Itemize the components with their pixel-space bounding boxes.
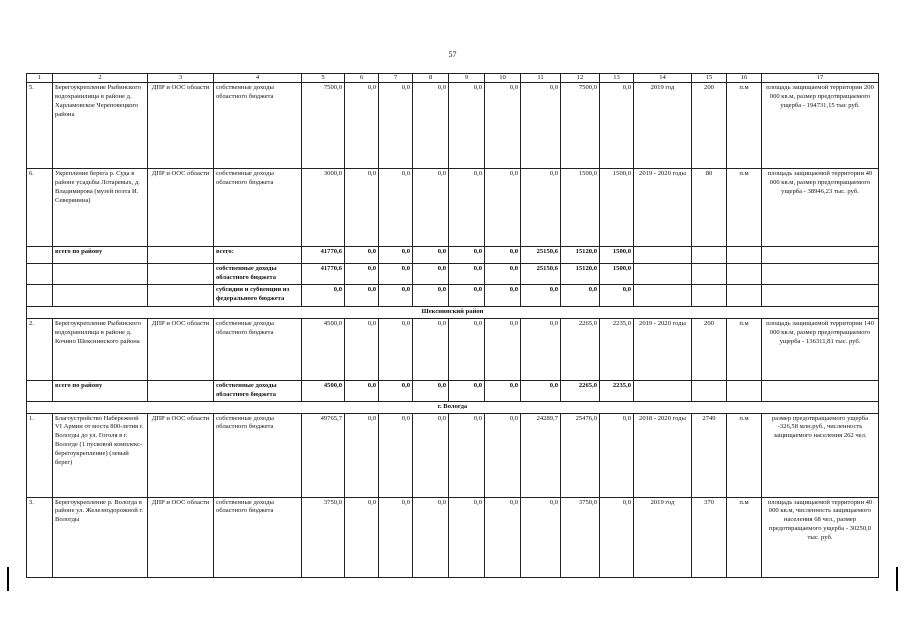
cell-col-10: 0,0 [485,497,521,577]
cell-col-9: 0,0 [449,380,485,401]
cell-col-1: 3. [27,497,53,577]
cell-col-3: ДПР и ООС области [148,497,214,577]
cell-col-3 [148,380,214,401]
cell-col-11: 25150,6 [521,247,561,264]
column-number-12: 12 [561,74,600,83]
column-number-row [27,74,879,83]
cell-col-15: 80 [692,169,727,247]
cell-col-16: п.м [727,497,762,577]
cell-col-10: 0,0 [485,247,521,264]
cell-col-5: 7500,0 [302,83,345,169]
cell-col-7: 0,0 [379,264,413,285]
cell-col-6: 0,0 [345,380,379,401]
cell-col-10: 0,0 [485,83,521,169]
cell-col-13: 1500,0 [600,264,634,285]
cell-col-1: 5. [27,83,53,169]
column-number-7: 7 [379,74,413,83]
cell-col-12: 25476,0 [561,413,600,497]
cell-col-14: 2019 - 2020 годы [634,169,692,247]
cell-col-16 [727,284,762,306]
column-number-1: 1 [27,74,53,83]
district-total-row [27,247,879,264]
cell-col-8: 0,0 [413,497,449,577]
cell-col-10: 0,0 [485,318,521,380]
cell-col-7: 0,0 [379,380,413,401]
cell-col-1: 1. [27,413,53,497]
cell-col-12: 7500,0 [561,83,600,169]
cell-col-16: п.м [727,169,762,247]
cell-col-7: 0,0 [379,497,413,577]
budget-table [26,73,879,578]
cell-col-8: 0,0 [413,318,449,380]
cell-col-15 [692,264,727,285]
cell-col-15 [692,380,727,401]
project-row [27,318,879,380]
cell-col-5: 0,0 [302,284,345,306]
cell-col-10: 0,0 [485,380,521,401]
cell-col-12: 3750,0 [561,497,600,577]
cell-col-8: 0,0 [413,169,449,247]
cell-col-12: 1500,0 [561,169,600,247]
cell-col-2: всего по району [53,380,148,401]
cell-col-4: собственные доходы областного бюджета [214,497,302,577]
cell-col-5: 4500,0 [302,380,345,401]
cell-col-7: 0,0 [379,247,413,264]
project-row [27,83,879,169]
cell-col-8: 0,0 [413,413,449,497]
cell-col-13: 0,0 [600,497,634,577]
cell-col-10: 0,0 [485,413,521,497]
cell-col-4: субсидии и субвенции из федерального бюджета [214,284,302,306]
cell-col-13: 1500,0 [600,169,634,247]
column-number-15: 15 [692,74,727,83]
column-number-2: 2 [53,74,148,83]
cell-col-14: 2018 - 2020 годы [634,413,692,497]
cell-col-1: 6. [27,169,53,247]
cell-col-5: 41770,6 [302,247,345,264]
cell-col-1 [27,284,53,306]
district-total-row [27,380,879,401]
cell-col-13: 2235,0 [600,380,634,401]
cell-col-16: п.м [727,413,762,497]
cell-col-12: 0,0 [561,284,600,306]
cell-col-12: 15120,0 [561,264,600,285]
cell-col-16 [727,247,762,264]
cell-col-4: собственные доходы областного бюджета [214,413,302,497]
cell-col-13: 2235,0 [600,318,634,380]
cell-col-2: Берегоукрепление Рыбинского водохранилища в районе д. Кочино Шекснинского района [53,318,148,380]
cell-col-2: Благоустройство Набережной VI Армии от моста 800-летия г. Вологды до ул. Гоголя в г. Вологде (1 пусковой комплекс-берегоукрепление) (левый берег) [53,413,148,497]
cell-col-1: 2. [27,318,53,380]
cell-col-6: 0,0 [345,284,379,306]
cell-col-9: 0,0 [449,83,485,169]
project-row [27,169,879,247]
cell-col-7: 0,0 [379,284,413,306]
cell-col-13: 1500,0 [600,247,634,264]
cell-col-9: 0,0 [449,264,485,285]
cell-col-6: 0,0 [345,497,379,577]
cell-col-14 [634,284,692,306]
cell-col-11: 0,0 [521,284,561,306]
cell-col-11: 0,0 [521,318,561,380]
cell-col-6: 0,0 [345,247,379,264]
cell-col-11: 0,0 [521,497,561,577]
cell-col-4: собственные доходы областного бюджета [214,380,302,401]
cell-col-10: 0,0 [485,284,521,306]
cell-col-2: всего по району [53,247,148,264]
column-number-11: 11 [521,74,561,83]
cell-col-7: 0,0 [379,83,413,169]
cell-col-17 [762,284,879,306]
cell-col-11: 0,0 [521,169,561,247]
cell-col-17: площадь защищаемой территории 140 000 кв.м, размер предотвращаемого ущерба - 136311,81 тыс. руб. [762,318,879,380]
cell-col-11: 0,0 [521,83,561,169]
cell-col-13: 0,0 [600,284,634,306]
cell-col-2 [53,264,148,285]
section-title: г. Вологда [27,401,879,413]
cell-col-6: 0,0 [345,83,379,169]
cell-col-12: 2265,0 [561,318,600,380]
cell-col-11: 0,0 [521,380,561,401]
cell-col-1 [27,380,53,401]
cell-col-3 [148,284,214,306]
column-number-4: 4 [214,74,302,83]
section-header-row [27,306,879,318]
column-number-6: 6 [345,74,379,83]
cell-col-16 [727,380,762,401]
cell-col-15: 200 [692,318,727,380]
cell-col-8: 0,0 [413,83,449,169]
cell-col-4: собственные доходы областного бюджета [214,169,302,247]
project-row [27,413,879,497]
cell-col-5: 3750,0 [302,497,345,577]
left-edge-mark [7,567,9,591]
cell-col-9: 0,0 [449,169,485,247]
cell-col-8: 0,0 [413,284,449,306]
district-total-row [27,264,879,285]
cell-col-4: собственные доходы областного бюджета [214,83,302,169]
cell-col-17 [762,264,879,285]
cell-col-8: 0,0 [413,380,449,401]
cell-col-2: Берегоукрепление р. Вологда в районе ул. Железнодорожной г. Вологды [53,497,148,577]
cell-col-13: 0,0 [600,413,634,497]
column-number-9: 9 [449,74,485,83]
cell-col-3: ДПР и ООС области [148,169,214,247]
cell-col-17 [762,247,879,264]
cell-col-15: 2749 [692,413,727,497]
district-total-row [27,284,879,306]
column-number-16: 16 [727,74,762,83]
cell-col-6: 0,0 [345,169,379,247]
cell-col-6: 0,0 [345,413,379,497]
column-number-3: 3 [148,74,214,83]
cell-col-14 [634,380,692,401]
cell-col-17: площадь защищаемой территории 40 000 кв.м, размер предотвращаемого ущерба - 38946,23 тыс. руб. [762,169,879,247]
cell-col-11: 25150,6 [521,264,561,285]
cell-col-7: 0,0 [379,413,413,497]
cell-col-15 [692,247,727,264]
section-title: Шекснинский район [27,306,879,318]
cell-col-3 [148,264,214,285]
cell-col-12: 15120,0 [561,247,600,264]
cell-col-3 [148,247,214,264]
cell-col-14: 2019 год [634,497,692,577]
cell-col-13: 0,0 [600,83,634,169]
cell-col-14: 2019 год [634,83,692,169]
cell-col-10: 0,0 [485,264,521,285]
column-number-17: 17 [762,74,879,83]
cell-col-10: 0,0 [485,169,521,247]
section-header-row [27,401,879,413]
cell-col-2: Берегоукрепление Рыбинского водохранилища в районе д. Харламовское Череповецкого района [53,83,148,169]
cell-col-12: 2265,0 [561,380,600,401]
cell-col-16: п.м [727,83,762,169]
cell-col-3: ДПР и ООС области [148,413,214,497]
right-edge-mark [896,567,898,591]
cell-col-5: 49765,7 [302,413,345,497]
cell-col-17: площадь защищаемой территории 200 000 кв.м, размер предотвращаемого ущерба - 194731,15 тыс руб. [762,83,879,169]
cell-col-4: собственные доходы областного бюджета [214,264,302,285]
column-number-8: 8 [413,74,449,83]
cell-col-1 [27,264,53,285]
cell-col-7: 0,0 [379,169,413,247]
cell-col-14 [634,264,692,285]
column-number-5: 5 [302,74,345,83]
cell-col-9: 0,0 [449,284,485,306]
cell-col-2: Укрепление берега р. Суда в районе усадьбы Лотаревых, д. Владимирова (музей поэта И. Северянина) [53,169,148,247]
cell-col-17: площадь защищаемой территории 40 000 кв.м, численность защищаемого населения 68 чел., размер предотвращаемого ущерба - 30250,0 тыс. руб. [762,497,879,577]
column-number-14: 14 [634,74,692,83]
cell-col-15: 200 [692,83,727,169]
cell-col-6: 0,0 [345,264,379,285]
cell-col-6: 0,0 [345,318,379,380]
cell-col-16: п.м [727,318,762,380]
cell-col-16 [727,264,762,285]
cell-col-11: 24289,7 [521,413,561,497]
cell-col-2 [53,284,148,306]
cell-col-9: 0,0 [449,318,485,380]
cell-col-4: собственные доходы областного бюджета [214,318,302,380]
cell-col-5: 3000,0 [302,169,345,247]
cell-col-15: 370 [692,497,727,577]
cell-col-8: 0,0 [413,264,449,285]
cell-col-14: 2019 - 2020 годы [634,318,692,380]
cell-col-9: 0,0 [449,497,485,577]
cell-col-9: 0,0 [449,413,485,497]
cell-col-15 [692,284,727,306]
cell-col-17: размер предотвращаемого ущерба -326,58 млн.руб., численность защищаемого населения 262 чел. [762,413,879,497]
cell-col-14 [634,247,692,264]
cell-col-9: 0,0 [449,247,485,264]
project-row [27,497,879,577]
cell-col-5: 41770,6 [302,264,345,285]
cell-col-3: ДПР и ООС области [148,83,214,169]
column-number-13: 13 [600,74,634,83]
cell-col-1 [27,247,53,264]
cell-col-17 [762,380,879,401]
page-number: 57 [448,50,457,59]
column-number-10: 10 [485,74,521,83]
cell-col-8: 0,0 [413,247,449,264]
cell-col-7: 0,0 [379,318,413,380]
cell-col-4: всего: [214,247,302,264]
cell-col-5: 4500,0 [302,318,345,380]
cell-col-3: ДПР и ООС области [148,318,214,380]
